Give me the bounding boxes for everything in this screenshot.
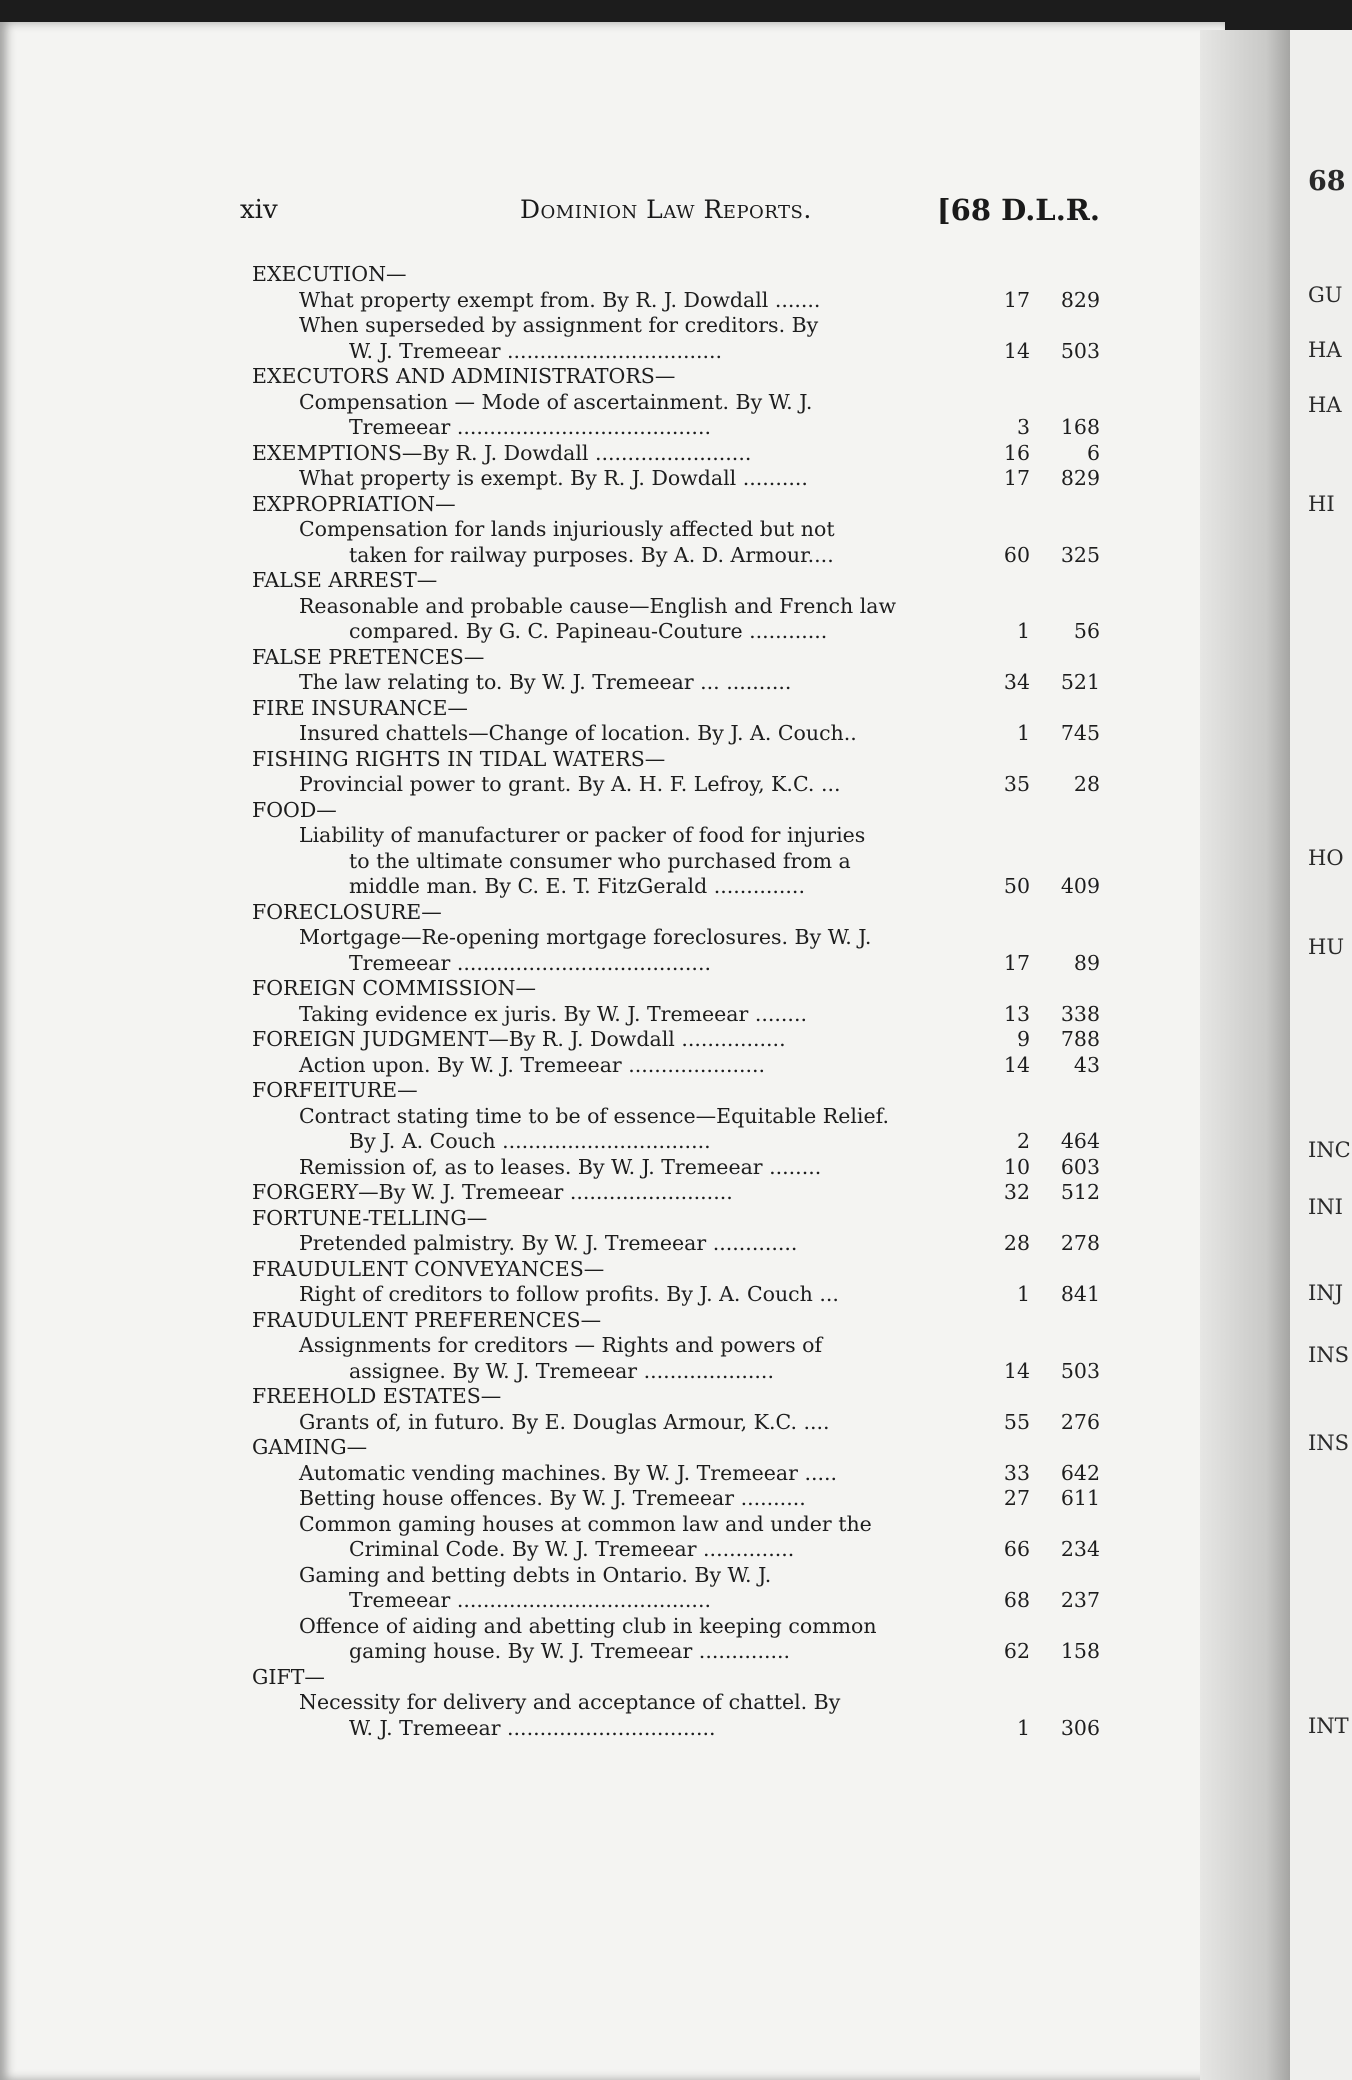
citation-page: 841 [1060, 1282, 1100, 1306]
citation-volume: 2 [1016, 1129, 1030, 1153]
entry-text-line: The law relating to. By W. J. Tremeear ... .......... [299, 670, 792, 694]
entry-text-line: Reasonable and probable cause—English and French law [299, 593, 897, 618]
citation [990, 1053, 1100, 1079]
citation-volume: 3 [1016, 415, 1030, 439]
citation [990, 1180, 1100, 1206]
index-subentry [252, 313, 1100, 364]
citation-page: 788 [1060, 1027, 1100, 1051]
entry-text-line: FALSE PRETENCES— [252, 644, 485, 669]
entry-text-line: Common gaming houses at common law and under the [299, 1511, 872, 1536]
entry-text-line: gaming house. By W. J. Tremeear .............. [349, 1639, 791, 1663]
index-subentry [252, 594, 1100, 645]
citation [990, 543, 1100, 569]
index-heading [252, 900, 1100, 926]
index-subentry [252, 1563, 1100, 1614]
citation-volume: 14 [1003, 1358, 1030, 1383]
index-subentry [252, 1512, 1100, 1563]
index-heading [252, 1027, 1100, 1053]
index-heading [252, 492, 1100, 518]
entry-text-line: Gaming and betting debts in Ontario. By W. J. [299, 1562, 772, 1587]
citation-volume: 55 [1003, 1409, 1030, 1434]
index-heading [252, 1308, 1100, 1334]
entry-text-line: FALSE ARREST— [252, 568, 438, 592]
index-heading [252, 262, 1100, 288]
facing-page-fragment [1290, 30, 1352, 2080]
facing-page-text: INS [1308, 1343, 1350, 1367]
citation-page: 306 [1060, 1715, 1100, 1740]
entry-text-line: FISHING RIGHTS IN TIDAL WATERS— [252, 746, 666, 771]
citation [990, 1231, 1100, 1257]
citation-volume: 33 [1003, 1460, 1030, 1485]
index-subentry [252, 1282, 1100, 1308]
entry-text-line: Tremeear ....................................... [349, 1588, 711, 1612]
index-heading [252, 1180, 1100, 1206]
index-heading [252, 1206, 1100, 1232]
entry-text-line: Grants of, in futuro. By E. Douglas Armour, K.C. .... [299, 1409, 830, 1434]
index-subentry [252, 1002, 1100, 1028]
entry-text-line: Insured chattels—Change of location. By J. A. Couch.. [299, 721, 857, 745]
facing-page-text: HO [1308, 846, 1344, 870]
citation [990, 1410, 1100, 1436]
citation [990, 466, 1100, 492]
citation-page: 168 [1060, 415, 1100, 439]
citation [990, 1002, 1100, 1028]
citation [990, 441, 1100, 467]
facing-page-text: INI [1308, 1195, 1343, 1219]
index-subentry [252, 823, 1100, 900]
publication-title: Dominion Law Reports. [520, 195, 812, 224]
entry-text-line: Compensation for lands injuriously affected but not [299, 517, 835, 541]
citation-page: 43 [1073, 1052, 1100, 1077]
citation [990, 288, 1100, 314]
facing-page-text: INJ [1308, 1281, 1344, 1305]
citation-page: 464 [1060, 1129, 1100, 1153]
entry-text-line: Provincial power to grant. By A. H. F. Lefroy, K.C. ... [299, 772, 841, 796]
index-heading [252, 645, 1100, 671]
facing-page-text: HI [1308, 492, 1335, 516]
index-subentry [252, 288, 1100, 314]
facing-page-text: INC [1308, 1138, 1351, 1162]
entry-text-line: taken for railway purposes. By A. D. Armour.... [349, 542, 834, 567]
entry-text-line: FOREIGN JUDGMENT—By R. J. Dowdall ................ [252, 1027, 786, 1051]
citation-volume: 68 [1003, 1588, 1030, 1612]
citation [990, 951, 1100, 977]
index-entries [252, 262, 1100, 1741]
entry-text-line: FRAUDULENT PREFERENCES— [252, 1307, 602, 1332]
index-subentry [252, 466, 1100, 492]
entry-text-line: FOOD— [252, 797, 337, 822]
entry-text-line: Criminal Code. By W. J. Tremeear .............. [349, 1537, 795, 1561]
citation-page: 325 [1060, 542, 1100, 567]
index-heading [252, 1384, 1100, 1410]
entry-text-line: FOREIGN COMMISSION— [252, 976, 536, 1000]
index-heading [252, 568, 1100, 594]
citation-page: 234 [1060, 1537, 1100, 1561]
index-subentry [252, 1104, 1100, 1155]
volume-reference: [68 D.L.R. [936, 193, 1100, 227]
citation-page: 642 [1060, 1460, 1100, 1485]
citation-page: 409 [1060, 874, 1100, 898]
entry-text-line: FORTUNE-TELLING— [252, 1205, 488, 1230]
index-subentry [252, 517, 1100, 568]
citation-volume: 17 [1003, 950, 1030, 975]
index-subentry [252, 1486, 1100, 1512]
citation-volume: 13 [1003, 1001, 1030, 1026]
facing-page-text: GU [1308, 283, 1343, 307]
citation-page: 237 [1060, 1588, 1100, 1612]
citation [990, 1027, 1100, 1053]
citation [990, 1486, 1100, 1512]
entry-text-line: When superseded by assignment for creditors. By [299, 313, 819, 337]
citation-volume: 16 [1003, 440, 1030, 465]
citation-page: 603 [1060, 1154, 1100, 1179]
entry-text-line: middle man. By C. E. T. FitzGerald .............. [349, 874, 805, 898]
citation [990, 1461, 1100, 1487]
index-subentry [252, 670, 1100, 696]
entry-text-line: FREEHOLD ESTATES— [252, 1384, 502, 1408]
citation-volume: 50 [1003, 874, 1030, 898]
citation-page: 503 [1060, 1358, 1100, 1383]
citation-volume: 17 [1003, 287, 1030, 312]
citation-page: 829 [1060, 466, 1100, 490]
entry-text-line: to the ultimate consumer who purchased from a [349, 848, 851, 873]
citation [990, 1155, 1100, 1181]
citation-volume: 1 [1016, 1282, 1030, 1306]
index-subentry [252, 1690, 1100, 1741]
entry-text-line: Liability of manufacturer or packer of food for injuries [299, 823, 866, 847]
citation-page: 338 [1060, 1001, 1100, 1026]
index-heading [252, 1257, 1100, 1283]
entry-text-line: Tremeear ....................................... [349, 415, 711, 439]
entry-text-line: Tremeear ....................................... [349, 950, 711, 975]
citation [990, 619, 1100, 645]
entry-text-line: assignee. By W. J. Tremeear .................... [349, 1358, 774, 1383]
index-subentry [252, 772, 1100, 798]
citation-volume: 66 [1003, 1537, 1030, 1561]
citation [990, 670, 1100, 696]
entry-text-line: Pretended palmistry. By W. J. Tremeear ............. [299, 1231, 798, 1255]
entry-text-line: EXPROPRIATION— [252, 491, 456, 516]
index-subentry [252, 390, 1100, 441]
index-heading [252, 441, 1100, 467]
entry-text-line: Action upon. By W. J. Tremeear ..................... [299, 1052, 766, 1077]
page-number: xiv [240, 195, 278, 225]
citation-page: 158 [1060, 1639, 1100, 1663]
index-heading [252, 1435, 1100, 1461]
entry-text-line: FORGERY—By W. J. Tremeear ......................... [252, 1180, 733, 1204]
citation-volume: 62 [1003, 1639, 1030, 1663]
running-header [240, 193, 1100, 233]
citation-volume: 10 [1003, 1154, 1030, 1179]
citation-page: 278 [1060, 1231, 1100, 1255]
entry-text-line: Offence of aiding and abetting club in keeping common [299, 1613, 877, 1638]
citation-volume: 28 [1003, 1231, 1030, 1255]
page-gutter [1200, 30, 1295, 2080]
citation-page: 611 [1060, 1486, 1100, 1510]
entry-text-line: compared. By G. C. Papineau-Couture ............ [349, 619, 828, 643]
citation-page: 503 [1060, 338, 1100, 363]
citation-page: 512 [1060, 1180, 1100, 1204]
citation-page: 829 [1060, 287, 1100, 312]
citation [990, 339, 1100, 365]
entry-text-line: Necessity for delivery and acceptance of chattel. By [299, 1690, 841, 1714]
index-subentry [252, 721, 1100, 747]
citation-page: 276 [1060, 1409, 1100, 1434]
entry-text-line: FRAUDULENT CONVEYANCES— [252, 1256, 605, 1281]
facing-page-text: 68 [1308, 166, 1346, 197]
entry-text-line: GAMING— [252, 1435, 368, 1459]
citation-page: 89 [1073, 950, 1100, 975]
citation-page: 56 [1073, 619, 1100, 643]
entry-text-line: W. J. Tremeear ................................. [349, 338, 723, 363]
index-subentry [252, 1614, 1100, 1665]
citation [990, 772, 1100, 798]
entry-text-line: Taking evidence ex juris. By W. J. Tremeear ........ [299, 1001, 807, 1026]
entry-text-line: FORFEITURE— [252, 1078, 418, 1102]
index-heading [252, 696, 1100, 722]
entry-text-line: What property exempt from. By R. J. Dowdall ....... [299, 287, 821, 312]
citation-volume: 14 [1003, 338, 1030, 363]
index-heading [252, 976, 1100, 1002]
citation [990, 1282, 1100, 1308]
entry-text-line: Betting house offences. By W. J. Tremeear .......... [299, 1486, 806, 1510]
entry-text-line: W. J. Tremeear ................................ [349, 1715, 716, 1740]
citation-page: 745 [1060, 721, 1100, 745]
citation [990, 1129, 1100, 1155]
citation [990, 721, 1100, 747]
entry-text-line: Automatic vending machines. By W. J. Tremeear ..... [299, 1460, 838, 1485]
index-heading [252, 1078, 1100, 1104]
entry-text-line: What property is exempt. By R. J. Dowdall .......... [299, 466, 808, 490]
index-heading [252, 798, 1100, 824]
entry-text-line: Remission of, as to leases. By W. J. Tremeear ........ [299, 1154, 822, 1179]
entry-text-line: By J. A. Couch ................................ [349, 1129, 711, 1153]
citation-volume: 35 [1003, 772, 1030, 796]
facing-page-text: HA [1308, 338, 1342, 362]
citation [990, 874, 1100, 900]
citation-volume: 1 [1016, 721, 1030, 745]
index-subentry [252, 1410, 1100, 1436]
citation-volume: 27 [1003, 1486, 1030, 1510]
entry-text-line: GIFT— [252, 1664, 325, 1689]
entry-text-line: Compensation — Mode of ascertainment. By W. J. [299, 389, 813, 414]
citation-volume: 17 [1003, 466, 1030, 490]
entry-text-line: Mortgage—Re-opening mortgage foreclosures. By W. J. [299, 925, 872, 949]
citation [990, 1639, 1100, 1665]
citation-volume: 34 [1003, 670, 1030, 694]
citation-page: 28 [1073, 772, 1100, 796]
entry-text-line: Contract stating time to be of essence—Equitable Relief. [299, 1103, 889, 1128]
citation-page: 521 [1060, 670, 1100, 694]
entry-text-line: EXECUTORS AND ADMINISTRATORS— [252, 364, 676, 388]
index-heading [252, 364, 1100, 390]
citation-volume: 14 [1003, 1052, 1030, 1077]
citation-volume: 1 [1016, 619, 1030, 643]
citation [990, 1359, 1100, 1385]
citation [990, 1716, 1100, 1742]
citation [990, 1588, 1100, 1614]
facing-page-text: INT [1308, 1714, 1349, 1738]
index-subentry [252, 1053, 1100, 1079]
index-heading [252, 1665, 1100, 1691]
index-subentry [252, 925, 1100, 976]
citation-volume: 32 [1003, 1180, 1030, 1204]
entry-text-line: Right of creditors to follow profits. By J. A. Couch ... [299, 1282, 839, 1306]
citation [990, 1537, 1100, 1563]
entry-text-line: EXECUTION— [252, 262, 407, 286]
entry-text-line: FIRE INSURANCE— [252, 695, 468, 720]
citation-page: 6 [1086, 440, 1100, 465]
facing-page-text: INS [1308, 1431, 1350, 1455]
entry-text-line: Assignments for creditors — Rights and powers of [299, 1333, 823, 1357]
index-heading [252, 747, 1100, 773]
facing-page-text: HA [1308, 393, 1342, 417]
citation-volume: 9 [1016, 1027, 1030, 1051]
citation-volume: 60 [1003, 542, 1030, 567]
index-subentry [252, 1155, 1100, 1181]
citation-volume: 1 [1016, 1715, 1030, 1740]
facing-page-text: HU [1308, 935, 1345, 959]
index-subentry [252, 1333, 1100, 1384]
index-subentry [252, 1231, 1100, 1257]
index-subentry [252, 1461, 1100, 1487]
entry-text-line: EXEMPTIONS—By R. J. Dowdall ........................ [252, 440, 752, 465]
citation [990, 415, 1100, 441]
entry-text-line: FORECLOSURE— [252, 899, 442, 924]
